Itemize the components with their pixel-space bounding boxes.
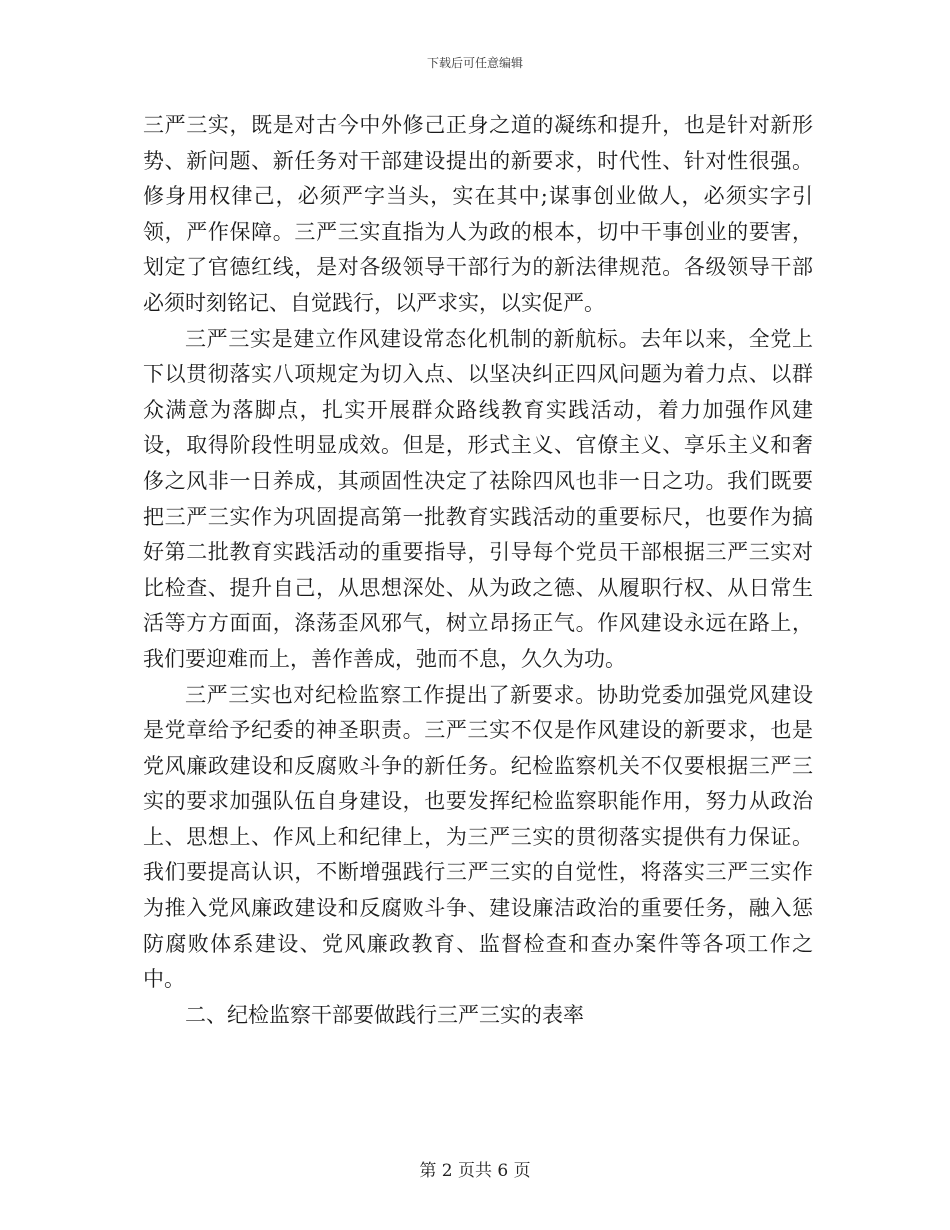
section-heading: 二、纪检监察干部要做践行三严三实的表率 bbox=[185, 1002, 584, 1027]
paragraph-1: 三严三实，既是对古今中外修己正身之道的凝练和提升，也是针对新形势、新问题、新任务对干部建设提出的新要求，时代性、针对性很强。修身用权律己，必须严字当头，实在其中;谋事创业做人，必须实字引领，严作保障。三严三实直指为人为政的根本，切中干事创业的要害，划定了官德红线，是对各级领导干部行为的新法律规范。各级领导干部必须时刻铭记、自觉践行，以严求实，以实促严。 bbox=[143, 113, 813, 315]
document-body bbox=[143, 108, 813, 1033]
paragraph-2: 三严三实是建立作风建设常态化机制的新航标。去年以来，全党上下以贯彻落实八项规定为切入点、以坚决纠正四风问题为着力点、以群众满意为落脚点，扎实开展群众路线教育实践活动，着力加强作风建设，取得阶段性明显成效。但是，形式主义、官僚主义、享乐主义和奢侈之风非一日养成，其顽固性决定了祛除四风也非一日之功。我们既要把三严三实作为巩固提高第一批教育实践活动的重要标尺，也要作为搞好第二批教育实践活动的重要指导，引导每个党员干部根据三严三实对比检查、提升自己，从思想深处、从为政之德、从履职行权、从日常生活等方方面面，涤荡歪风邪气，树立昂扬正气。作风建设永远在路上，我们要迎难而上，善作善成，弛而不息，久久为功。 bbox=[143, 326, 813, 671]
page-header: 下载后可任意编辑 bbox=[426, 56, 523, 70]
paragraph-3: 三严三实也对纪检监察工作提出了新要求。协助党委加强党风建设是党章给予纪委的神圣职责。三严三实不仅是作风建设的新要求，也是党风廉政建设和反腐败斗争的新任务。纪检监察机关不仅要根据三严三实的要求加强队伍自身建设，也要发挥纪检监察职能作用，努力从政治上、思想上、作风上和纪律上，为三严三实的贯彻落实提供有力保证。我们要提高认识，不断增强践行三严三实的自觉性，将落实三严三实作为推入党风廉政建设和反腐败斗争、建设廉洁政治的重要任务，融入惩防腐败体系建设、党风廉政教育、监督检查和查办案件等各项工作之中。 bbox=[143, 682, 813, 992]
page-footer: 第 2 页共 6 页 bbox=[419, 1161, 531, 1181]
